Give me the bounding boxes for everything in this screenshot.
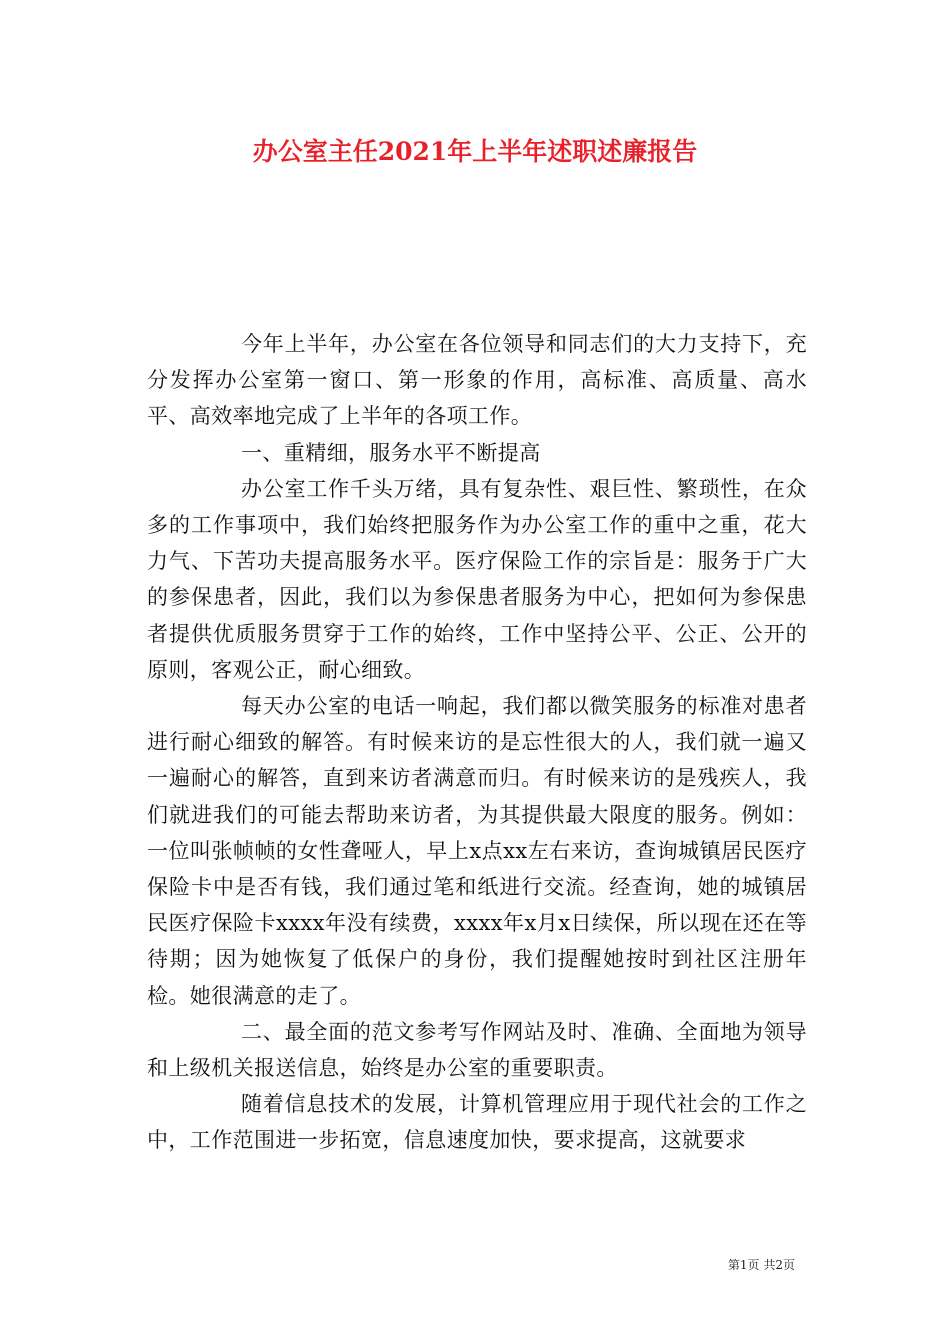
paragraph-intro: 今年上半年，办公室在各位领导和同志们的大力支持下，充分发挥办公室第一窗口、第一形象的作用，高标准、高质量、高水平、高效率地完成了上半年的各项工作。 — [147, 332, 807, 429]
document-body — [147, 326, 807, 1159]
paragraph-service: 办公室工作千头万绪，具有复杂性、艰巨性、繁琐性，在众多的工作事项中，我们始终把服务作为办公室工作的重中之重，花大力气、下苦功夫提高服务水平。医疗保险工作的宗旨是：服务于广大的参保患者，因此，我们以为参保患者服务为中心，把如何为参保患者提供优质服务贯穿于工作的始终，工作中坚持公平、公正、公开的原则，客观公正，耐心细致。 — [147, 476, 807, 682]
paragraph-information: 随着信息技术的发展，计算机管理应用于现代社会的工作之中，工作范围进一步拓宽，信息速度加快，要求提高，这就要求 — [147, 1092, 807, 1153]
paragraph-phone-service: 每天办公室的电话一响起，我们都以微笑服务的标准对患者进行耐心细致的解答。有时候来访的是忘性很大的人，我们就一遍又一遍耐心的解答，直到来访者满意而归。有时候来访的是残疾人，我们就进我们的可能去帮助来访者，为其提供最大限度的服务。例如：一位叫张帧帧的女性聋哑人，早上x点xx左右来访，查询城镇居民医疗保险卡中是否有钱，我们通过笔和纸进行交流。经查询，她的城镇居民医疗保险卡xxxx年没有续费，xxxx年x月x日续保，所以现在还在等待期；因为她恢复了低保户的身份，我们提醒她按时到社区注册年检。她很满意的走了。 — [147, 694, 807, 1008]
section-heading-2: 二、最全面的范文参考写作网站及时、准确、全面地为领导和上级机关报送信息，始终是办公室的重要职责。 — [147, 1019, 807, 1081]
page-number: 第1页 共2页 — [727, 1258, 795, 1272]
section-heading-1: 一、重精细，服务水平不断提高 — [241, 440, 541, 465]
document-title: 办公室主任2021年上半年述职述廉报告 — [252, 137, 698, 166]
